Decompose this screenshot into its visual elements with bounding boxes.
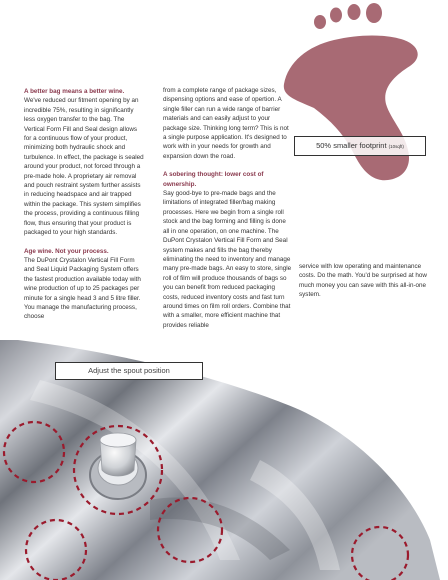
toe-4 bbox=[366, 3, 382, 23]
paragraph-package-range: from a complete range of package sizes, dispensing options and ease of opertion. A single filler can run a wide range of barrier materials and can easily adjust to your package size. Thinking long term? This is not a single purpose application. It's designed to work with in your needs for growth and expansion down the road. bbox=[163, 87, 289, 160]
footprint-caption-sub: (10sqft) bbox=[388, 144, 404, 149]
paragraph-age-wine: The DuPont Crystalon Vertical Fill Form and Seal Liquid Packaging System offers the fastest production available today with wine production of up to 25 packages per minute for a single head 3 and 5 litre filler. You manage the manufacturing process, choose bbox=[24, 256, 141, 321]
foot-sole bbox=[284, 36, 418, 181]
footprint-graphic bbox=[270, 0, 448, 190]
toe-1 bbox=[314, 15, 326, 29]
toe-3 bbox=[348, 4, 361, 20]
spout-cap-top bbox=[100, 433, 136, 447]
paragraph-do-the-math: service with low operating and maintenance costs. Do the math. You'd be surprised at how much money you can save with this all-in-one system. bbox=[299, 263, 427, 299]
toe-2 bbox=[330, 8, 342, 23]
text-column-2 bbox=[163, 86, 293, 330]
spout-caption: Adjust the spout position bbox=[55, 362, 203, 380]
text-column-1 bbox=[24, 87, 144, 322]
paragraph-better-bag: We've reduced our fitment opening by an incredible 75%, resulting in significantly less oxygen transfer to the bag. The Vertical Form Fill and Seal design allows for a continuous flow of your product, minimizing both hydraulic shock and turbulence. In effect, the package is sealed around your product, not forced through a pre-made hole. A proprietary air removal and pouch restraint system further assists in reducing headspace and air trapped within the package. This system simplifies the process, providing a continuous filling flow, thus ensuring that your product is packaged to your high standards. bbox=[24, 97, 144, 237]
footprint-caption bbox=[294, 136, 426, 156]
heading-age-wine: Age wine. Not your process. bbox=[24, 247, 109, 255]
heading-lower-cost: A sobering thought: lower cost of ownership. bbox=[163, 171, 264, 188]
heading-better-bag: A better bag means a better wine. bbox=[24, 88, 125, 95]
footprint-caption-text: 50% smaller footprint bbox=[316, 141, 387, 150]
paragraph-lower-cost: Say good-bye to pre-made bags and the limitations of integrated filler/bag making processes. Here we begin from a single roll stock and the bag forming and filling is done all in one operation, on one machine. The DuPont Crystalon Vertical Fill Form and Seal system makes and fills the bag thereby eliminating the need to inventory and manage many pre-made bags. An easy to store, single roll of film will produce thousands of bags so you can benefit from reduced packaging costs, reduced inventory costs and fast turn around times on film roll orders. Combine that with a smaller, more efficient machine that provides reliable bbox=[163, 190, 292, 329]
text-column-3 bbox=[299, 262, 434, 300]
